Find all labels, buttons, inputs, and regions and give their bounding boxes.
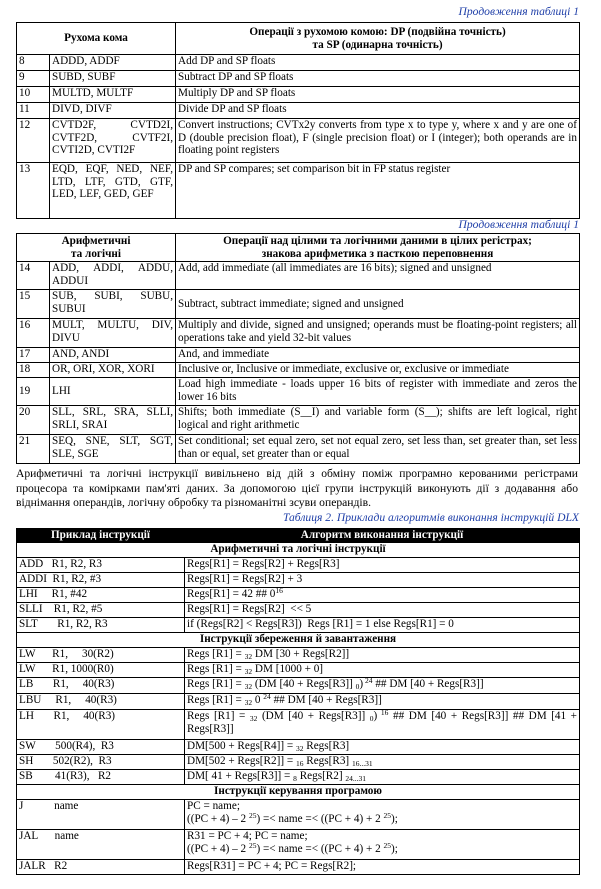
table-row: J name PC = name; ((PC + 4) – 2 $^{25}$) =< name =< ((PC + 4) + 2 $^{25}$); <box>17 800 580 830</box>
column-header-instruction-example: Приклад інструкції <box>17 529 185 543</box>
table-row: ADD R1, R2, R3 Regs[R1] = Regs[R2] + Regs[R3] <box>17 558 580 573</box>
table-row: 15 SUB, SUBI, SUBU, SUBUI Subtract, subtract immediate; signed and unsigned <box>17 290 580 319</box>
table-row: 14 ADD, ADDI, ADDU, ADDUI Add, add immediate (all immediates are 16 bits); signed and unsigned <box>17 262 580 290</box>
table-row: 11 DIVD, DIVF Divide DP and SP floats <box>17 103 580 119</box>
table-row: 10 MULTD, MULTF Multiply DP and SP floats <box>17 87 580 103</box>
table-row: 21 SEQ, SNE, SLT, SGT, SLE, SGE Set conditional; set equal zero, set not equal zero, set less than, set greater than, set less than or equal, set greater than or equal <box>17 435 580 464</box>
table-continuation-label: Продовження таблиці 1 <box>458 218 579 231</box>
table-row: 13 EQD, EQF, NED, NEF, LTD, LTF, GTD, GTF, LED, LEF, GED, GEF DP and SP compares; set comparison bit in FP status register <box>17 163 580 219</box>
table-row: 18 OR, ORI, XOR, XORI Inclusive or, Inclusive or immediate, exclusive or, exclusive or immediate <box>17 363 580 378</box>
column-header-integer-operations: Операції над цілими та логічними даними в цілих регістрах; знакова арифметика з пасткою переповнення <box>176 234 580 262</box>
table-row: 8 ADDD, ADDF Add DP and SP floats <box>17 55 580 71</box>
table-caption: Таблиця 2. Приклади алгоритмів виконання інструкцій DLX <box>282 511 579 524</box>
body-paragraph: Арифметичні та логічні інструкції вивільнено від дій з обміну поміж програмно керованими регістрами процесора та комірками пам'яті даних. За допомогою цієї групи інструкцій виконують дії з додавання або віднімання операндів, логічну обробку та різноманітні зсуви операндів. <box>16 467 578 509</box>
table-row: LW R1, 1000(R0) Regs [R1] = $_{32}$ DM [1000 + 0] <box>17 663 580 678</box>
table-row: SB 41(R3), R2 DM[ 41 + Regs[R3]] = $_8$ Regs[R2] $_{24...31}$ <box>17 770 580 785</box>
dlx-examples-table <box>16 528 580 875</box>
column-header-floating: Рухома кома <box>17 23 176 55</box>
table-row: LB R1, 40(R3) Regs [R1] = $_{32}$ (DM [40 + Regs[R3]] $_0$) $^{24}$ ## DM [40 + Regs[R3]] <box>17 678 580 694</box>
table-row: ADDI R1, R2, #3 Regs[R1] = Regs[R2] + 3 <box>17 573 580 588</box>
column-header-fp-operations: Операції з рухомою комою: DP (подвійна точність) та SP (одинарна точність) <box>176 23 580 55</box>
floating-point-table <box>16 22 580 219</box>
table-row: JALR R2 Regs[R31] = PC + 4; PC = Regs[R2]; <box>17 860 580 875</box>
table-row: 12 CVTD2F, CVTD2I, CVTF2D, CVTF2I, CVTI2D, CVTI2F Convert instructions; CVTx2y converts from type x to type y, where x and y are one of D (double precision float), F (single precision float) or I (integer); both operands are in floating point registers <box>17 119 580 163</box>
table-row: LH R1, 40(R3) Regs [R1] = $_{32}$ (DM [40 + Regs[R3]] $_0$) $^{16}$ ## DM [40 + Regs[R3]] ## DM [41 + Regs[R3]] <box>17 710 580 740</box>
table-row: SLLI R1, R2, #5 Regs[R1] = Regs[R2] << 5 <box>17 603 580 618</box>
table-row: 20 SLL, SRL, SRA, SLLI, SRLI, SRAI Shifts; both immediate (S__I) and variable form (S__); shifts are left logical, right logical and right arithmetic <box>17 406 580 435</box>
table-row: JAL name R31 = PC + 4; PC = name; ((PC + 4) – 2 $^{25}$) =< name =< ((PC + 4) + 2 $^{25}$); <box>17 830 580 860</box>
table-row: SH 502(R2), R3 DM[502 + Regs[R2]] = $_{16}$ Regs[R3] $_{16...31}$ <box>17 755 580 770</box>
integer-ops-table <box>16 233 580 464</box>
table-row: SLT R1, R2, R3 if (Regs[R2] < Regs[R3]) Regs [R1] = 1 else Regs[R1] = 0 <box>17 618 580 633</box>
table-row: LHI R1, #42 Regs[R1] = 42 ## $0^{16}$ <box>17 588 580 603</box>
table-row: 16 MULT, MULTU, DIV, DIVU Multiply and divide, signed and unsigned; operands must be floating-point registers; all operations take and yield 32-bit values <box>17 319 580 348</box>
table-continuation-label: Продовження таблиці 1 <box>458 5 579 18</box>
table-row: 9 SUBD, SUBF Subtract DP and SP floats <box>17 71 580 87</box>
table-row: 17 AND, ANDI And, and immediate <box>17 348 580 363</box>
column-header-arithmetic: Арифметичні та логічні <box>17 234 176 262</box>
column-header-algorithm: Алгоритм виконання інструкції <box>185 529 580 543</box>
section-header-arithmetic: Арифметичні та логічні інструкції <box>17 543 580 558</box>
table-row: SW 500(R4), R3 DM[500 + Regs[R4]] = $_{32}$ Regs[R3] <box>17 740 580 755</box>
table-row: 19 LHI Load high immediate - loads upper 16 bits of register with immediate and zeros the lower 16 bits <box>17 378 580 406</box>
table-row: LBU R1, 40(R3) Regs [R1] = $_{32}$ 0 $^{24}$ ## DM [40 + Regs[R3]] <box>17 694 580 710</box>
section-header-control: Інструкції керування програмою <box>17 785 580 800</box>
section-header-load-store: Інструкції збереження й завантаження <box>17 633 580 648</box>
table-row: LW R1, 30(R2) Regs [R1] = $_{32}$ DM [30 + Regs[R2]] <box>17 648 580 663</box>
